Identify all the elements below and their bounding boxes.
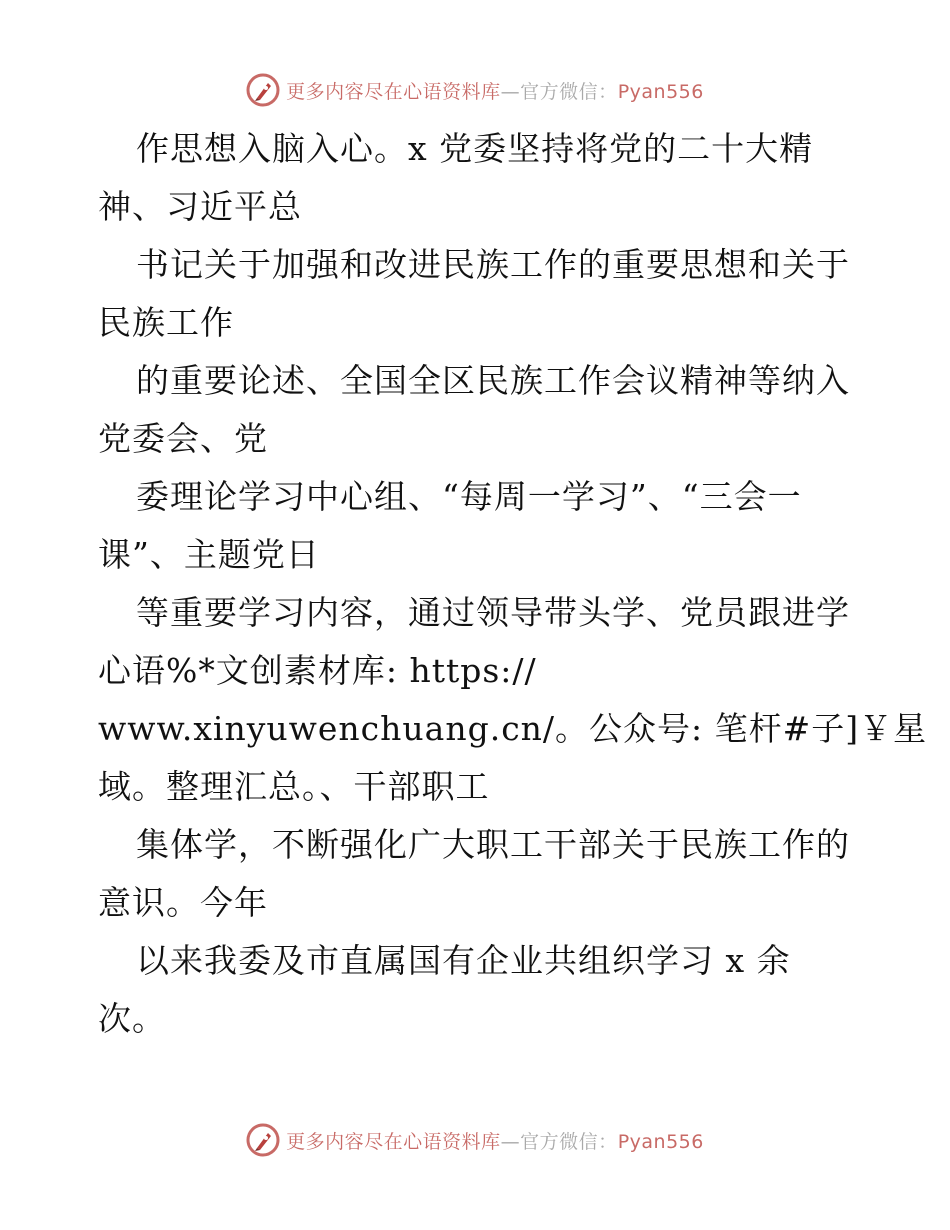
text-line: 课”、主题党日	[98, 535, 320, 574]
wechat-handle: Pyan556	[617, 1130, 704, 1153]
banner-text	[286, 77, 704, 104]
brand-text: 更多内容尽在心语资料库	[286, 80, 501, 103]
text-line: 意识。今年	[98, 883, 268, 922]
wechat-label: 官方微信：	[520, 1130, 618, 1153]
text-line: 心语%*文创素材库: https://	[98, 651, 537, 690]
text-line: 等重要学习内容，通过领导带头学、党员跟进学	[136, 593, 850, 632]
text-line: www.xinyuwenchuang.cn/。公众号: 笔杆#子]￥星	[98, 709, 928, 748]
text-line: 作思想入脑入心。x 党委坚持将党的二十大精	[136, 129, 814, 168]
text-line: 神、习近平总	[98, 187, 302, 226]
wechat-handle: Pyan556	[617, 80, 704, 103]
footer-banner	[0, 1120, 950, 1160]
text-line: 书记关于加强和改进民族工作的重要思想和关于	[136, 245, 850, 284]
text-line: 的重要论述、全国全区民族工作会议精神等纳入	[136, 361, 850, 400]
text-line: 委理论学习中心组、“每周一学习”、“三会一	[136, 477, 802, 516]
pen-nib-logo-icon	[246, 73, 280, 107]
brand-text: 更多内容尽在心语资料库	[286, 1130, 501, 1153]
banner-text	[286, 1127, 704, 1154]
header-banner	[0, 70, 950, 110]
text-line: 次。	[98, 999, 166, 1038]
banner-dash: —	[500, 80, 521, 103]
wechat-label: 官方微信：	[520, 80, 618, 103]
text-line: 以来我委及市直属国有企业共组织学习 x 余	[136, 941, 791, 980]
text-line: 民族工作	[98, 303, 234, 342]
text-line: 集体学，不断强化广大职工干部关于民族工作的	[136, 825, 850, 864]
pen-nib-logo-icon	[246, 1123, 280, 1157]
document-body	[98, 120, 928, 1048]
text-line: 域。整理汇总。、干部职工	[98, 767, 490, 806]
text-line: 党委会、党	[98, 419, 268, 458]
banner-dash: —	[500, 1130, 521, 1153]
